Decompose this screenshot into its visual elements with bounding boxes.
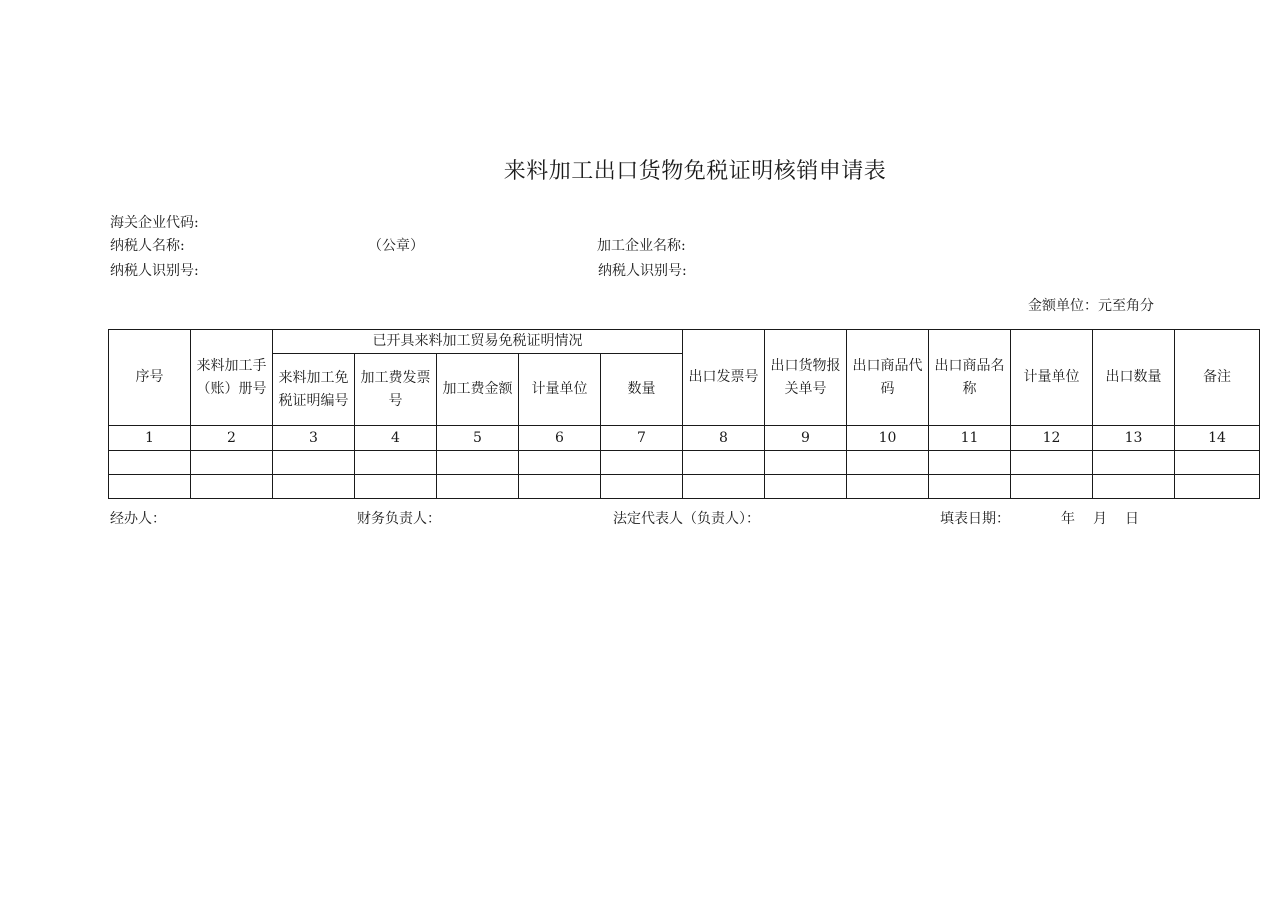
empty-cell[interactable] <box>1093 475 1175 499</box>
empty-cell[interactable] <box>683 475 765 499</box>
taxpayer-id-label: 纳税人识别号: <box>110 263 199 279</box>
col-header-12: 计量单位 <box>1011 330 1093 426</box>
empty-cell[interactable] <box>847 451 929 475</box>
empty-cell[interactable] <box>519 475 601 499</box>
taxpayer-name-label: 纳税人名称: <box>110 238 185 254</box>
legal-rep-label: 法定代表人（负责人）： <box>613 511 760 527</box>
column-number-row <box>109 426 1260 451</box>
empty-cell[interactable] <box>1093 451 1175 475</box>
col-number-14: 14 <box>1175 426 1260 451</box>
col-number-4: 4 <box>355 426 437 451</box>
empty-cell[interactable] <box>765 475 847 499</box>
empty-cell[interactable] <box>929 475 1011 499</box>
date-label: 填表日期： <box>940 511 1010 527</box>
col-header-13: 出口数量 <box>1093 330 1175 426</box>
group-header: 已开具来料加工贸易免税证明情况 <box>273 330 683 354</box>
col-number-10: 10 <box>847 426 929 451</box>
empty-cell[interactable] <box>191 475 273 499</box>
table-row <box>109 475 1260 499</box>
empty-cell[interactable] <box>191 451 273 475</box>
empty-cell[interactable] <box>519 451 601 475</box>
col-header-9: 出口货物报关单号 <box>765 330 847 426</box>
col-number-6: 6 <box>519 426 601 451</box>
empty-cell[interactable] <box>683 451 765 475</box>
col-header-4: 加工费发票号 <box>355 354 437 426</box>
empty-cell[interactable] <box>1011 451 1093 475</box>
empty-cell[interactable] <box>437 475 519 499</box>
col-number-13: 13 <box>1093 426 1175 451</box>
empty-cell[interactable] <box>109 475 191 499</box>
empty-cell[interactable] <box>1175 475 1260 499</box>
col-header-14: 备注 <box>1175 330 1260 426</box>
handler-label: 经办人： <box>110 511 166 527</box>
col-number-3: 3 <box>273 426 355 451</box>
col-header-7: 数量 <box>601 354 683 426</box>
empty-cell[interactable] <box>765 451 847 475</box>
col-header-8: 出口发票号 <box>683 330 765 426</box>
empty-cell[interactable] <box>109 451 191 475</box>
empty-cell[interactable] <box>601 451 683 475</box>
col-header-2: 来料加工手（账）册号 <box>191 330 273 426</box>
empty-cell[interactable] <box>1011 475 1093 499</box>
col-header-1: 序号 <box>109 330 191 426</box>
col-number-9: 9 <box>765 426 847 451</box>
processor-taxpayer-id-label: 纳税人识别号: <box>598 263 687 279</box>
amount-unit-label: 金额单位：元至角分 <box>1028 298 1154 314</box>
empty-cell[interactable] <box>273 475 355 499</box>
col-header-10: 出口商品代码 <box>847 330 929 426</box>
verification-table <box>108 329 1260 499</box>
empty-cell[interactable] <box>1175 451 1260 475</box>
empty-cell[interactable] <box>355 475 437 499</box>
date-month: 月 <box>1093 511 1107 527</box>
form-title: 来料加工出口货物免税证明核销申请表 <box>503 159 887 184</box>
seal-label: （公章） <box>368 238 424 254</box>
empty-cell[interactable] <box>929 451 1011 475</box>
col-number-8: 8 <box>683 426 765 451</box>
empty-cell[interactable] <box>273 451 355 475</box>
col-header-6: 计量单位 <box>519 354 601 426</box>
processor-name-label: 加工企业名称: <box>597 238 686 254</box>
col-number-5: 5 <box>437 426 519 451</box>
customs-code-label: 海关企业代码: <box>110 215 199 231</box>
col-number-2: 2 <box>191 426 273 451</box>
finance-label: 财务负责人： <box>357 511 441 527</box>
col-number-7: 7 <box>601 426 683 451</box>
empty-cell[interactable] <box>355 451 437 475</box>
empty-cell[interactable] <box>601 475 683 499</box>
col-number-12: 12 <box>1011 426 1093 451</box>
col-header-11: 出口商品名称 <box>929 330 1011 426</box>
date-day: 日 <box>1125 511 1139 527</box>
empty-cell[interactable] <box>847 475 929 499</box>
empty-cell[interactable] <box>437 451 519 475</box>
col-number-11: 11 <box>929 426 1011 451</box>
col-header-5: 加工费金额 <box>437 354 519 426</box>
col-header-3: 来料加工免税证明编号 <box>273 354 355 426</box>
date-year: 年 <box>1061 511 1075 527</box>
col-number-1: 1 <box>109 426 191 451</box>
table-row <box>109 451 1260 475</box>
